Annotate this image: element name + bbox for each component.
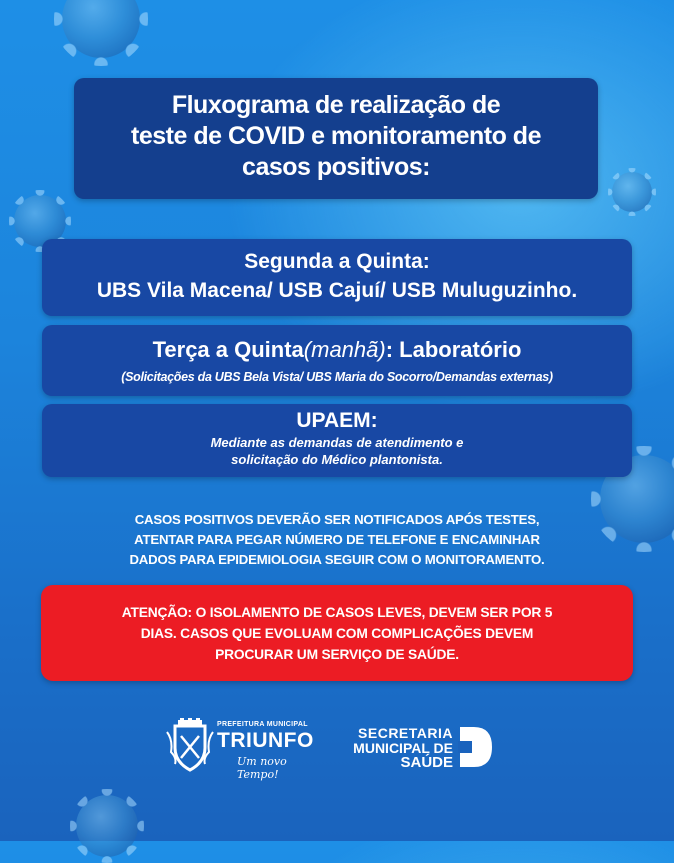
virus-icon	[76, 795, 138, 857]
schedule-locations: UBS Vila Macena/ USB Cajuí/ USB Muluguzinho.	[96, 279, 578, 302]
notice-line: CASOS POSITIVOS DEVERÃO SER NOTIFICADOS APÓS TESTES,	[134, 512, 540, 527]
alert-line: DIAS. CASOS QUE EVOLUAM COM COMPLICAÇÕES DEVEM	[140, 626, 534, 641]
isolation-alert-box	[41, 585, 633, 681]
schedule-box-tuesday-thursday	[42, 325, 632, 396]
prefeitura-triunfo-logo	[165, 718, 325, 781]
schedule-heading	[42, 335, 632, 365]
schedule-days: Terça a Quinta	[152, 337, 304, 362]
city-crest-icon	[165, 718, 215, 774]
alert-line: PROCURAR UM SERVIÇO DE SAÚDE.	[215, 647, 459, 662]
title-line: casos positivos:	[242, 153, 430, 181]
title-line: teste de COVID e monitoramento de	[131, 122, 541, 150]
title-line: Fluxograma de realização de	[171, 91, 501, 119]
notice-line: DADOS PARA EPIDEMIOLOGIA SEGUIR COM O MONITORAMENTO.	[129, 552, 545, 567]
health-d-logo-icon	[458, 725, 494, 769]
schedule-period: (manhã)	[303, 337, 386, 362]
notice-line: ATENTAR PARA PEGAR NÚMERO DE TELEFONE E ENCAMINHAR	[134, 532, 540, 547]
positive-cases-notice	[40, 510, 634, 570]
virus-icon	[62, 0, 140, 58]
secretaria-line: SECRETARIA	[358, 725, 453, 741]
schedule-box-monday-thursday	[42, 239, 632, 316]
secretaria-line: MUNICIPAL DE	[353, 740, 453, 756]
schedule-note: (Solicitações da UBS Bela Vista/ UBS Maria do Socorro/Demandas externas)	[121, 370, 553, 384]
schedule-note: Mediante as demandas de atendimento e	[210, 435, 464, 450]
secretaria-saude-logo	[339, 723, 499, 773]
schedule-place: : Laboratório	[385, 337, 522, 362]
alert-line: ATENÇÃO: O ISOLAMENTO DE CASOS LEVES, DEVEM SER POR 5	[121, 605, 553, 620]
schedule-heading: Segunda a Quinta:	[244, 250, 430, 273]
prefeitura-subtitle: PREFEITURA MUNICIPAL	[217, 721, 308, 728]
prefeitura-slogan: Um novo Tempo!	[237, 755, 287, 781]
virus-icon	[612, 172, 652, 212]
title-box	[74, 78, 598, 199]
schedule-note: solicitação do Médico plantonista.	[231, 452, 443, 467]
schedule-heading: UPAEM:	[296, 409, 378, 432]
secretaria-line: SAÚDE	[400, 754, 453, 771]
schedule-box-upaem	[42, 404, 632, 477]
prefeitura-name: TRIUNFO	[217, 729, 314, 752]
